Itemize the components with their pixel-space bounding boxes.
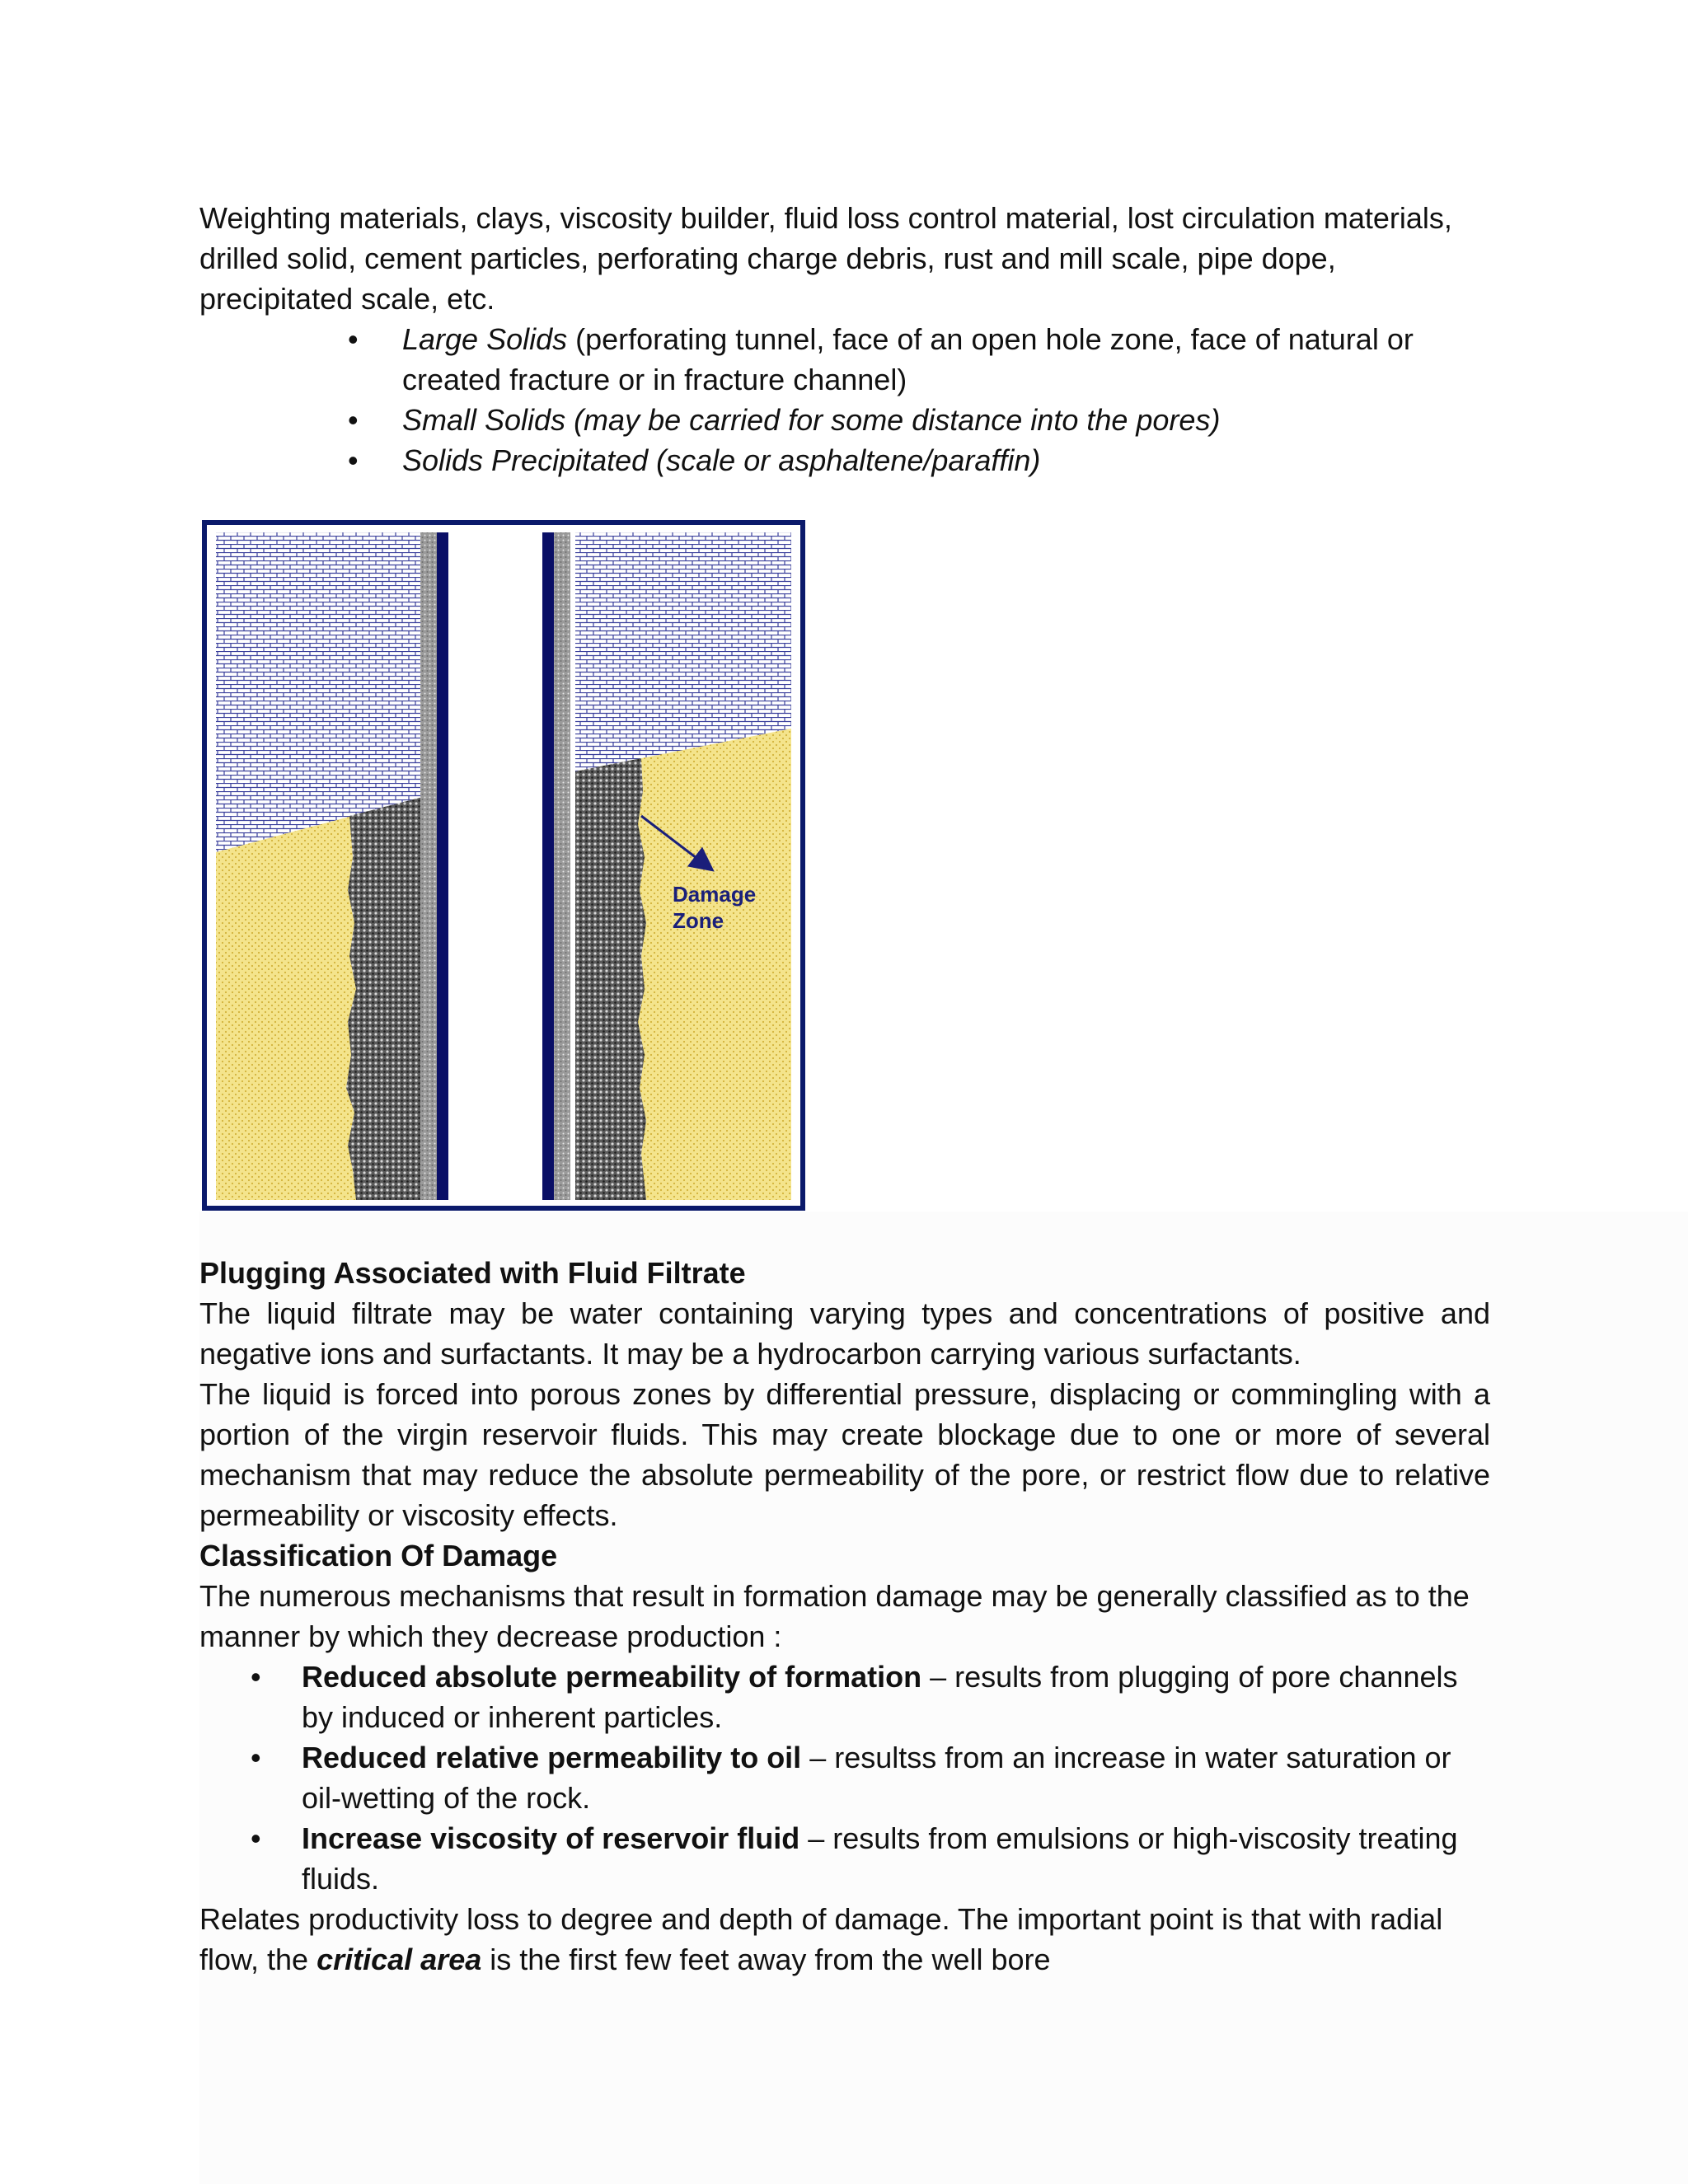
solids-list [348, 319, 1490, 480]
wellbore-diagram [201, 519, 806, 1212]
list-item [348, 440, 1490, 480]
list-item [251, 1657, 1490, 1737]
left-wellbore-wall [437, 532, 448, 1200]
damage-label-line1: Damage [673, 882, 757, 907]
section-fluid-filtrate [199, 1253, 1490, 1980]
bullet-text: (perforating tunnel, face of an open hole zone, face of natural or created fracture or in fracture channel) [402, 322, 1414, 396]
bullet-bold: Increase viscosity of reservoir fluid [302, 1821, 800, 1855]
bullet-emphasis: Solids Precipitated (scale or asphaltene/paraffin) [402, 443, 1041, 477]
bullet-text: – results from emulsions or high-viscosity treating fluids. [302, 1821, 1458, 1896]
damage-classification-list [251, 1657, 1490, 1899]
bullet-icon: • [251, 1821, 261, 1855]
bullet-emphasis: Small Solids (may be carried for some distance into the pores) [402, 403, 1221, 437]
list-item [348, 319, 1490, 400]
bullet-text: – resultss from an increase in water saturation or oil-wetting of the rock. [302, 1741, 1451, 1815]
wellbore-damage-figure [201, 519, 806, 1212]
wellbore [448, 532, 542, 1200]
bullet-icon: • [251, 1660, 261, 1694]
left-casing [420, 532, 437, 1200]
bullet-icon: • [348, 443, 359, 477]
bullet-bold: Reduced absolute permeability of formation [302, 1660, 922, 1694]
filtrate-paragraph-1: The liquid filtrate may be water containing varying types and concentrations of positive and negative ions and surfactants. It may be a hydrocarbon carrying various surfactants. [199, 1296, 1490, 1371]
list-item [251, 1737, 1490, 1818]
bullet-bold: Reduced relative permeability to oil [302, 1741, 802, 1774]
right-wellbore-wall [542, 532, 554, 1200]
critical-area-emphasis: critical area [316, 1943, 482, 1976]
intro-block [199, 198, 1490, 480]
section-heading: Classification Of Damage [199, 1539, 558, 1572]
closing-text-after: is the first few feet away from the well bore [481, 1943, 1051, 1976]
bullet-icon: • [348, 322, 359, 356]
damage-label-line2: Zone [673, 908, 724, 933]
closing-paragraph [199, 1899, 1490, 1980]
classification-intro: The numerous mechanisms that result in formation damage may be generally classified as to the manner by which they decrease production : [199, 1579, 1470, 1653]
list-item [348, 400, 1490, 440]
right-casing [554, 532, 570, 1200]
intro-paragraph: Weighting materials, clays, viscosity builder, fluid loss control material, lost circulation materials, drilled solid, cement particles, perforating charge debris, rust and mill scale, pipe dope, precipitated scale, etc. [199, 201, 1452, 316]
filtrate-paragraph-2: The liquid is forced into porous zones by differential pressure, displacing or commingling with a portion of the virgin reservoir fluids. This may create blockage due to one or more of several mechanism that may reduce the absolute permeability of the pore, or restrict flow due to relative permeability or viscosity effects. [199, 1377, 1490, 1532]
bullet-icon: • [251, 1741, 261, 1774]
section-heading: Plugging Associated with Fluid Filtrate [199, 1256, 746, 1290]
bullet-emphasis: Large Solids [402, 322, 568, 356]
closing-text-before: Relates productivity loss to degree and depth of damage. The important point is that with radial flow, the [199, 1902, 1443, 1976]
bullet-icon: • [348, 403, 359, 437]
list-item [251, 1818, 1490, 1899]
bullet-text: – results from plugging of pore channels by induced or inherent particles. [302, 1660, 1458, 1734]
right-damage-zone [575, 758, 646, 1200]
